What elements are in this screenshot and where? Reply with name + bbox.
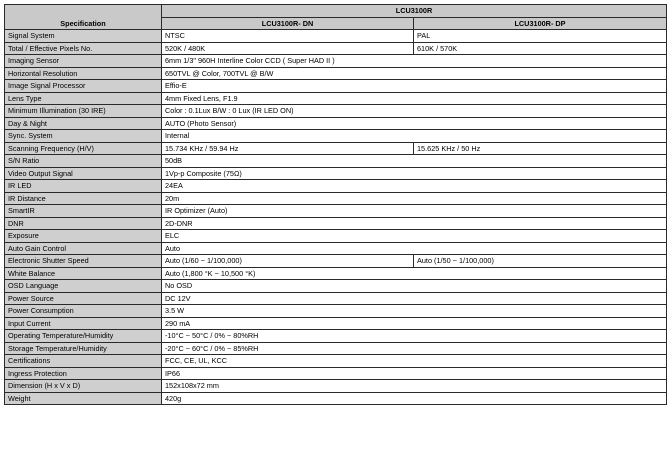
- spec-label: Signal System: [5, 30, 162, 43]
- spec-value: 290 mA: [162, 317, 667, 330]
- spec-value: 1Vp-p Composite (75Ω): [162, 167, 667, 180]
- spec-column-header: Specification: [5, 5, 162, 30]
- table-row: [5, 117, 667, 130]
- spec-value: Auto: [162, 242, 667, 255]
- spec-label: Ingress Protection: [5, 367, 162, 380]
- spec-sheet: [4, 4, 666, 405]
- table-row: [5, 267, 667, 280]
- spec-value: 4mm Fixed Lens, F1.9: [162, 92, 667, 105]
- spec-label: DNR: [5, 217, 162, 230]
- spec-label: Auto Gain Control: [5, 242, 162, 255]
- table-row: [5, 92, 667, 105]
- spec-label: OSD Language: [5, 280, 162, 293]
- spec-value: 20m: [162, 192, 667, 205]
- spec-value: 3.5 W: [162, 305, 667, 318]
- table-row: [5, 330, 667, 343]
- table-row: [5, 167, 667, 180]
- spec-label: Certifications: [5, 355, 162, 368]
- table-row: [5, 217, 667, 230]
- table-row: [5, 192, 667, 205]
- spec-value: 420g: [162, 392, 667, 405]
- table-row: [5, 205, 667, 218]
- spec-label: Minimum Illumination (30 IRE): [5, 105, 162, 118]
- spec-value: Effio-E: [162, 80, 667, 93]
- variant-dp-header: LCU3100R- DP: [414, 17, 667, 30]
- spec-value: Internal: [162, 130, 667, 143]
- spec-label: Lens Type: [5, 92, 162, 105]
- spec-value: 152x108x72 mm: [162, 380, 667, 393]
- spec-label: Total / Effective Pixels No.: [5, 42, 162, 55]
- spec-label: Weight: [5, 392, 162, 405]
- table-row: [5, 105, 667, 118]
- spec-value: IP66: [162, 367, 667, 380]
- model-header: LCU3100R: [162, 5, 667, 18]
- spec-value-dp: Auto (1/50 ~ 1/100,000): [414, 255, 667, 268]
- table-row: [5, 305, 667, 318]
- spec-label: Exposure: [5, 230, 162, 243]
- table-row: [5, 42, 667, 55]
- table-row: [5, 342, 667, 355]
- table-row: [5, 317, 667, 330]
- spec-value-dp: PAL: [414, 30, 667, 43]
- spec-label: White Balance: [5, 267, 162, 280]
- spec-table: [4, 4, 667, 405]
- spec-label: SmartIR: [5, 205, 162, 218]
- spec-value: AUTO (Photo Sensor): [162, 117, 667, 130]
- spec-value: -20°C ~ 60°C / 0% ~ 85%RH: [162, 342, 667, 355]
- table-row: [5, 67, 667, 80]
- spec-value: No OSD: [162, 280, 667, 293]
- table-row: [5, 155, 667, 168]
- spec-label: Power Consumption: [5, 305, 162, 318]
- table-row: [5, 380, 667, 393]
- spec-value: 50dB: [162, 155, 667, 168]
- spec-label: Power Source: [5, 292, 162, 305]
- header-row-model: [5, 5, 667, 18]
- spec-label: Scanning Frequency (H/V): [5, 142, 162, 155]
- spec-value-dn: 520K / 480K: [162, 42, 414, 55]
- spec-value: 650TVL @ Color, 700TVL @ B/W: [162, 67, 667, 80]
- spec-value: Auto (1,800 °K ~ 10,500 °K): [162, 267, 667, 280]
- spec-label: IR LED: [5, 180, 162, 193]
- spec-label: Operating Temperature/Humidity: [5, 330, 162, 343]
- table-row: [5, 242, 667, 255]
- table-row: [5, 255, 667, 268]
- table-row: [5, 230, 667, 243]
- spec-value-dn: NTSC: [162, 30, 414, 43]
- spec-label: Day & Night: [5, 117, 162, 130]
- spec-value-dp: 610K / 570K: [414, 42, 667, 55]
- spec-value: IR Optimizer (Auto): [162, 205, 667, 218]
- spec-value: 24EA: [162, 180, 667, 193]
- spec-value-dn: Auto (1/60 ~ 1/100,000): [162, 255, 414, 268]
- table-row: [5, 392, 667, 405]
- spec-label: Sync. System: [5, 130, 162, 143]
- spec-label: S/N Ratio: [5, 155, 162, 168]
- table-row: [5, 55, 667, 68]
- spec-label: Storage Temperature/Humidity: [5, 342, 162, 355]
- spec-value: 6mm 1/3" 960H Interline Color CCD ( Super HAD II ): [162, 55, 667, 68]
- spec-value-dn: 15.734 KHz / 59.94 Hz: [162, 142, 414, 155]
- table-row: [5, 355, 667, 368]
- table-row: [5, 180, 667, 193]
- spec-value: 2D-DNR: [162, 217, 667, 230]
- table-row: [5, 30, 667, 43]
- table-row: [5, 142, 667, 155]
- table-row: [5, 130, 667, 143]
- spec-label: Imaging Sensor: [5, 55, 162, 68]
- table-row: [5, 280, 667, 293]
- variant-dn-header: LCU3100R- DN: [162, 17, 414, 30]
- spec-label: Electronic Shutter Speed: [5, 255, 162, 268]
- table-row: [5, 80, 667, 93]
- spec-label: Input Current: [5, 317, 162, 330]
- spec-value: DC 12V: [162, 292, 667, 305]
- spec-label: IR Distance: [5, 192, 162, 205]
- table-row: [5, 292, 667, 305]
- spec-value-dp: 15.625 KHz / 50 Hz: [414, 142, 667, 155]
- spec-table-header: [5, 5, 667, 30]
- spec-label: Image Signal Processor: [5, 80, 162, 93]
- spec-label: Horizontal Resolution: [5, 67, 162, 80]
- spec-label: Dimension (H x V x D): [5, 380, 162, 393]
- table-row: [5, 367, 667, 380]
- spec-value: -10°C ~ 50°C / 0% ~ 80%RH: [162, 330, 667, 343]
- spec-label: Video Output Signal: [5, 167, 162, 180]
- spec-value: Color : 0.1Lux B/W : 0 Lux (IR LED ON): [162, 105, 667, 118]
- spec-table-body: [5, 30, 667, 405]
- spec-value: ELC: [162, 230, 667, 243]
- spec-value: FCC, CE, UL, KCC: [162, 355, 667, 368]
